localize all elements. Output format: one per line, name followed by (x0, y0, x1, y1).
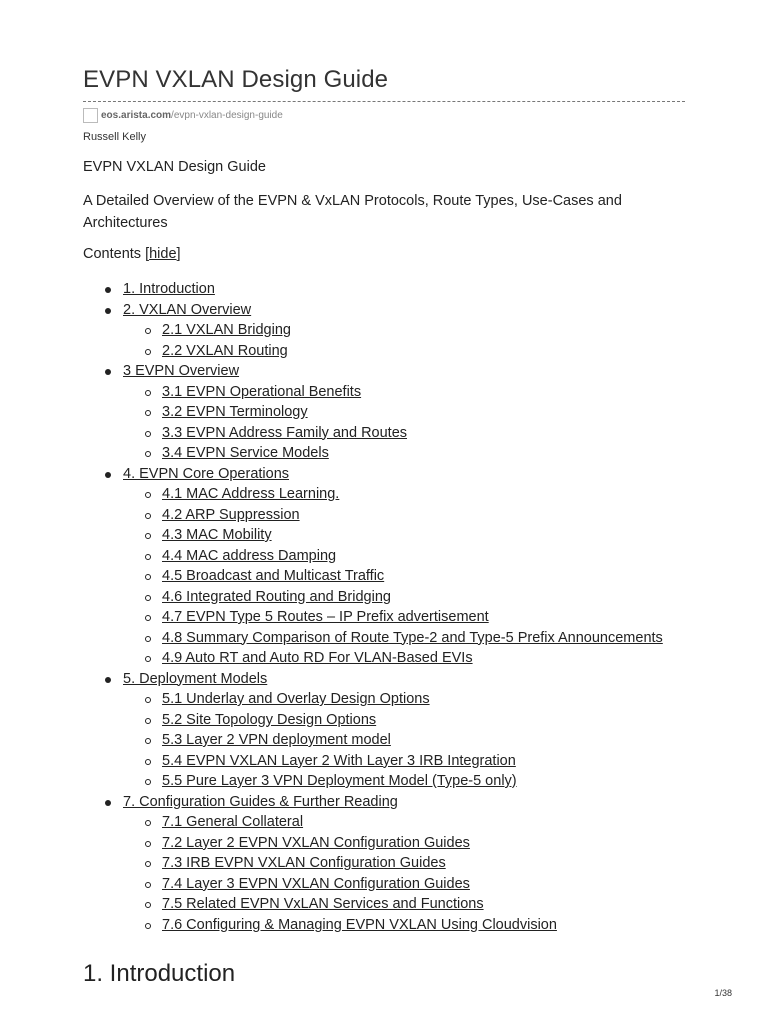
toc-link[interactable]: 7.6 Configuring & Managing EVPN VXLAN Using Cloudvision (162, 916, 557, 933)
bullet-circle-icon (145, 759, 151, 765)
favicon-icon (83, 108, 98, 123)
toc-link[interactable]: 7. Configuration Guides & Further Reading (123, 793, 398, 810)
toc-item (83, 587, 723, 608)
toc-link[interactable]: 3.1 EVPN Operational Benefits (162, 383, 362, 400)
toc-link[interactable]: 4.7 EVPN Type 5 Routes – IP Prefix advertisement (162, 609, 489, 625)
toc-link[interactable]: 4.5 Broadcast and Multicast Traffic (162, 568, 385, 584)
bullet-circle-icon (145, 697, 151, 703)
toc-item (83, 607, 723, 628)
bullet-circle-icon (145, 533, 151, 539)
toc-link[interactable]: 7.2 Layer 2 EVPN VXLAN Configuration Guides (162, 834, 470, 851)
bullet-circle-icon (145, 513, 151, 519)
toc-link[interactable]: 5.5 Pure Layer 3 VPN Deployment Model (Type-5 only) (162, 773, 517, 789)
bullet-disc-icon (105, 472, 111, 478)
table-of-contents (83, 279, 723, 935)
source-url[interactable] (101, 110, 283, 121)
toc-item (83, 382, 723, 403)
toc-link[interactable]: 7.5 Related EVPN VxLAN Services and Functions (162, 896, 484, 912)
toc-item (83, 689, 723, 710)
bullet-circle-icon (145, 595, 151, 601)
toc-item (83, 853, 723, 874)
toc-link[interactable]: 2. VXLAN Overview (123, 301, 252, 318)
bullet-circle-icon (145, 349, 151, 355)
toc-item (83, 423, 723, 444)
bullet-disc-icon (105, 308, 111, 314)
toc-link[interactable]: 3 EVPN Overview (123, 363, 240, 379)
toc-item (83, 874, 723, 895)
toc-item (83, 320, 723, 341)
toc-item (83, 628, 723, 649)
author-name: Russell Kelly (83, 131, 146, 143)
toc-item (83, 505, 723, 526)
toc-link[interactable]: 2.1 VXLAN Bridging (162, 322, 291, 338)
bullet-circle-icon (145, 841, 151, 847)
page-title: EVPN VXLAN Design Guide (83, 66, 389, 93)
toc-link[interactable]: 4.6 Integrated Routing and Bridging (162, 588, 391, 605)
toc-item (83, 402, 723, 423)
toc-item (83, 464, 723, 485)
toc-item (83, 669, 723, 690)
bullet-circle-icon (145, 820, 151, 826)
contents-header (83, 246, 181, 262)
bullet-circle-icon (145, 574, 151, 580)
bullet-circle-icon (145, 738, 151, 744)
bullet-disc-icon (105, 287, 111, 293)
toc-item (83, 833, 723, 854)
section-heading: 1. Introduction (83, 960, 236, 987)
bullet-circle-icon (145, 451, 151, 457)
toc-link[interactable]: 5.3 Layer 2 VPN deployment model (162, 732, 391, 748)
bullet-circle-icon (145, 923, 151, 929)
toc-item (83, 730, 723, 751)
bullet-circle-icon (145, 779, 151, 785)
toc-item (83, 771, 723, 792)
contents-label: Contents [ (83, 246, 150, 262)
document-subtitle: EVPN VXLAN Design Guide (83, 159, 266, 175)
page-number: 1/38 (714, 988, 732, 998)
toc-item (83, 812, 723, 833)
toc-item (83, 915, 723, 936)
toc-link[interactable]: 4.1 MAC Address Learning. (162, 486, 340, 502)
toc-link[interactable]: 4.3 MAC Mobility (162, 527, 272, 543)
toc-link[interactable]: 5. Deployment Models (123, 670, 268, 687)
toc-link[interactable]: 4.9 Auto RT and Auto RD For VLAN-Based EVIs (162, 650, 473, 666)
bullet-disc-icon (105, 677, 111, 683)
toc-item (83, 792, 723, 813)
bullet-circle-icon (145, 492, 151, 498)
source-domain: eos.arista.com (101, 109, 172, 121)
toc-link[interactable]: 4.8 Summary Comparison of Route Type-2 and Type-5 Prefix Announcements (162, 629, 663, 646)
toc-link[interactable]: 5.4 EVPN VXLAN Layer 2 With Layer 3 IRB Integration (162, 752, 516, 769)
bullet-disc-icon (105, 369, 111, 375)
toc-link[interactable]: 2.2 VXLAN Routing (162, 342, 288, 359)
toc-item (83, 710, 723, 731)
bullet-circle-icon (145, 861, 151, 867)
toc-item (83, 341, 723, 362)
contents-close-bracket: ] (176, 246, 181, 262)
bullet-circle-icon (145, 615, 151, 621)
toc-item (83, 443, 723, 464)
bullet-disc-icon (105, 800, 111, 806)
bullet-circle-icon (145, 882, 151, 888)
toc-link[interactable]: 4.2 ARP Suppression (162, 506, 300, 523)
toc-item (83, 894, 723, 915)
document-description: A Detailed Overview of the EVPN & VxLAN Protocols, Route Types, Use-Cases and Architectures (83, 193, 622, 231)
toc-item (83, 361, 723, 382)
toc-item (83, 484, 723, 505)
title-divider (83, 101, 685, 102)
toc-item (83, 751, 723, 772)
bullet-circle-icon (145, 636, 151, 642)
toc-link[interactable]: 7.3 IRB EVPN VXLAN Configuration Guides (162, 855, 446, 871)
toc-link[interactable]: 1. Introduction (123, 281, 215, 297)
bullet-circle-icon (145, 431, 151, 437)
bullet-circle-icon (145, 718, 151, 724)
bullet-circle-icon (145, 902, 151, 908)
toc-item (83, 525, 723, 546)
toc-link[interactable]: 3.3 EVPN Address Family and Routes (162, 424, 408, 441)
toc-item (83, 566, 723, 587)
toc-item (83, 300, 723, 321)
bullet-circle-icon (145, 656, 151, 662)
source-path: /evpn-vxlan-design-guide (171, 109, 283, 121)
toc-link[interactable]: 4.4 MAC address Damping (162, 547, 337, 564)
toc-item (83, 279, 723, 300)
bullet-circle-icon (145, 390, 151, 396)
bullet-circle-icon (145, 328, 151, 334)
toc-link[interactable]: 3.2 EVPN Terminology (162, 404, 308, 420)
toc-item (83, 546, 723, 567)
toc-link[interactable]: 4. EVPN Core Operations (123, 465, 290, 482)
toc-link[interactable]: 5.2 Site Topology Design Options (162, 711, 377, 728)
bullet-circle-icon (145, 410, 151, 416)
toc-link[interactable]: 3.4 EVPN Service Models (162, 445, 329, 461)
toc-item (83, 648, 723, 669)
toc-link[interactable]: 7.1 General Collateral (162, 814, 304, 830)
toc-link[interactable]: 7.4 Layer 3 EVPN VXLAN Configuration Guides (162, 875, 470, 892)
bullet-circle-icon (145, 554, 151, 560)
source-line (83, 106, 283, 124)
toc-link[interactable]: 5.1 Underlay and Overlay Design Options (162, 691, 430, 707)
contents-hide-link[interactable]: hide (149, 246, 177, 262)
